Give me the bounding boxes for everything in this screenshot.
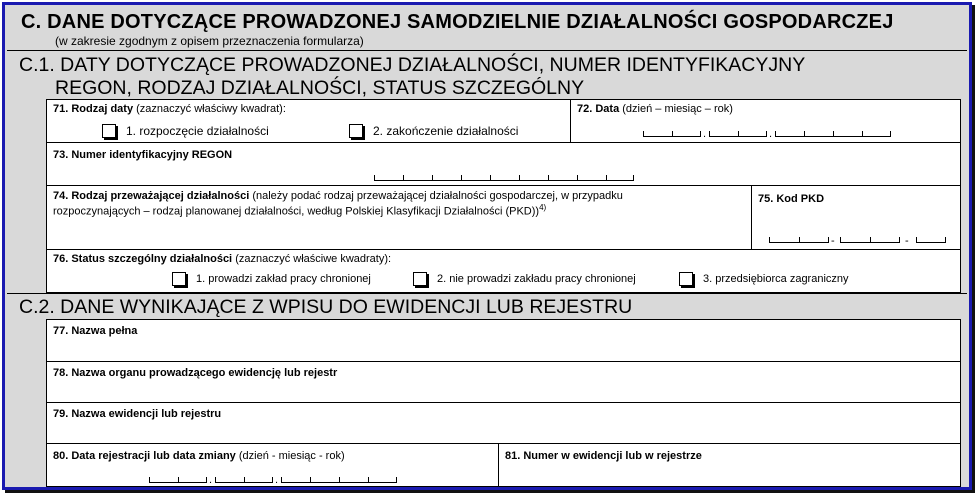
field-74-main-activity[interactable] [46,185,752,250]
field-80-label: 80. Data rejestracji lub data zmiany [53,450,236,462]
field-73-label: 73. Numer identyfikacyjny REGON [53,149,233,161]
checkbox-end-activity[interactable] [349,124,363,138]
form-section-c [2,2,972,490]
field-74-hint-line2: rozpoczynających – rodzaj planowanej działalności, według Polskiej Klasyfikacji Działalności (PKD)) [53,205,540,218]
field-74-footnote: 4) [539,203,547,212]
date-separator: . [209,474,213,486]
field-71-date-type [46,99,571,143]
option-end-activity[interactable] [349,124,518,138]
reg-date-year-boxes[interactable] [281,476,397,483]
date-separator: . [275,474,279,486]
checkbox-start-activity[interactable] [102,124,116,138]
divider [7,50,967,51]
date-separator: . [769,128,773,140]
date-day-boxes[interactable] [643,130,701,137]
regon-digit-boxes[interactable] [374,174,634,181]
field-71-hint: (zaznaczyć właściwy kwadrat): [136,103,286,115]
field-76-hint: (zaznaczyć właściwe kwadraty): [235,253,392,265]
c1-title-line1: C.1. DATY DOTYCZĄCE PROWADZONEJ DZIAŁALNOŚCI, NUMER IDENTYFIKACYJNY [19,54,806,76]
field-81-registry-number[interactable] [498,443,961,487]
divider [7,293,967,294]
pkd-separator: - [905,235,909,247]
field-72-label: 72. Data [577,103,620,115]
checkbox-sheltered-workshop[interactable] [172,272,186,286]
field-76-special-status [46,249,961,293]
field-80-hint: (dzień - miesiąc - rok) [238,450,345,462]
field-72-date[interactable] [570,99,961,143]
option-end-activity-label: 2. zakończenie działalności [373,124,519,138]
section-title: C. DANE DOTYCZĄCE PROWADZONEJ SAMODZIELNIE DZIAŁALNOŚCI GOSPODARCZEJ [21,11,894,33]
date-separator: . [703,128,707,140]
field-80-registration-date[interactable] [46,443,499,487]
field-81-label: 81. Numer w ewidencji lub w rejestrze [505,450,702,462]
date-year-boxes[interactable] [775,130,891,137]
c1-title-line2: REGON, RODZAJ DZIAŁALNOŚCI, STATUS SZCZEGÓLNY [55,77,585,99]
field-75-pkd-code[interactable] [751,185,961,250]
checkbox-no-sheltered-workshop[interactable] [413,272,427,286]
pkd-separator: - [831,235,835,247]
field-79-label: 79. Nazwa ewidencji lub rejestru [53,408,222,420]
pkd-boxes-3[interactable] [916,236,946,243]
option-no-sheltered-workshop-label: 2. nie prowadzi zakładu pracy chronionej [437,273,636,285]
field-78-label: 78. Nazwa organu prowadzącego ewidencję lub rejestr [53,367,338,379]
pkd-boxes-1[interactable] [769,236,829,243]
option-foreign-entrepreneur-label: 3. przedsiębiorca zagraniczny [703,273,849,285]
field-71-label: 71. Rodzaj daty [53,103,134,115]
field-78-registry-authority[interactable] [46,361,961,403]
field-74-label: 74. Rodzaj przeważającej działalności [53,190,250,202]
section-subtitle: (w zakresie zgodnym z opisem przeznaczenia formularza) [55,34,364,48]
option-start-activity[interactable] [102,124,269,138]
option-sheltered-workshop[interactable] [172,272,371,286]
checkbox-foreign-entrepreneur[interactable] [679,272,693,286]
field-76-label: 76. Status szczególny działalności [53,253,233,265]
reg-date-day-boxes[interactable] [149,476,207,483]
reg-date-month-boxes[interactable] [215,476,273,483]
field-77-label: 77. Nazwa pełna [53,325,138,337]
field-79-registry-name[interactable] [46,402,961,444]
option-no-sheltered-workshop[interactable] [413,272,636,286]
option-sheltered-workshop-label: 1. prowadzi zakład pracy chronionej [196,273,371,285]
field-74-hint-line1: (należy podać rodzaj przeważającej działalności gospodarczej, w przypadku [252,190,623,202]
c2-title: C.2. DANE WYNIKAJĄCE Z WPISU DO EWIDENCJI LUB REJESTRU [19,296,633,318]
field-73-regon[interactable] [46,142,961,186]
field-77-full-name[interactable] [46,319,961,362]
option-start-activity-label: 1. rozpoczęcie działalności [126,124,269,138]
date-month-boxes[interactable] [709,130,767,137]
option-foreign-entrepreneur[interactable] [679,272,849,286]
field-75-label: 75. Kod PKD [758,193,825,205]
field-72-hint: (dzień – miesiąc – rok) [622,103,733,115]
pkd-boxes-2[interactable] [840,236,900,243]
